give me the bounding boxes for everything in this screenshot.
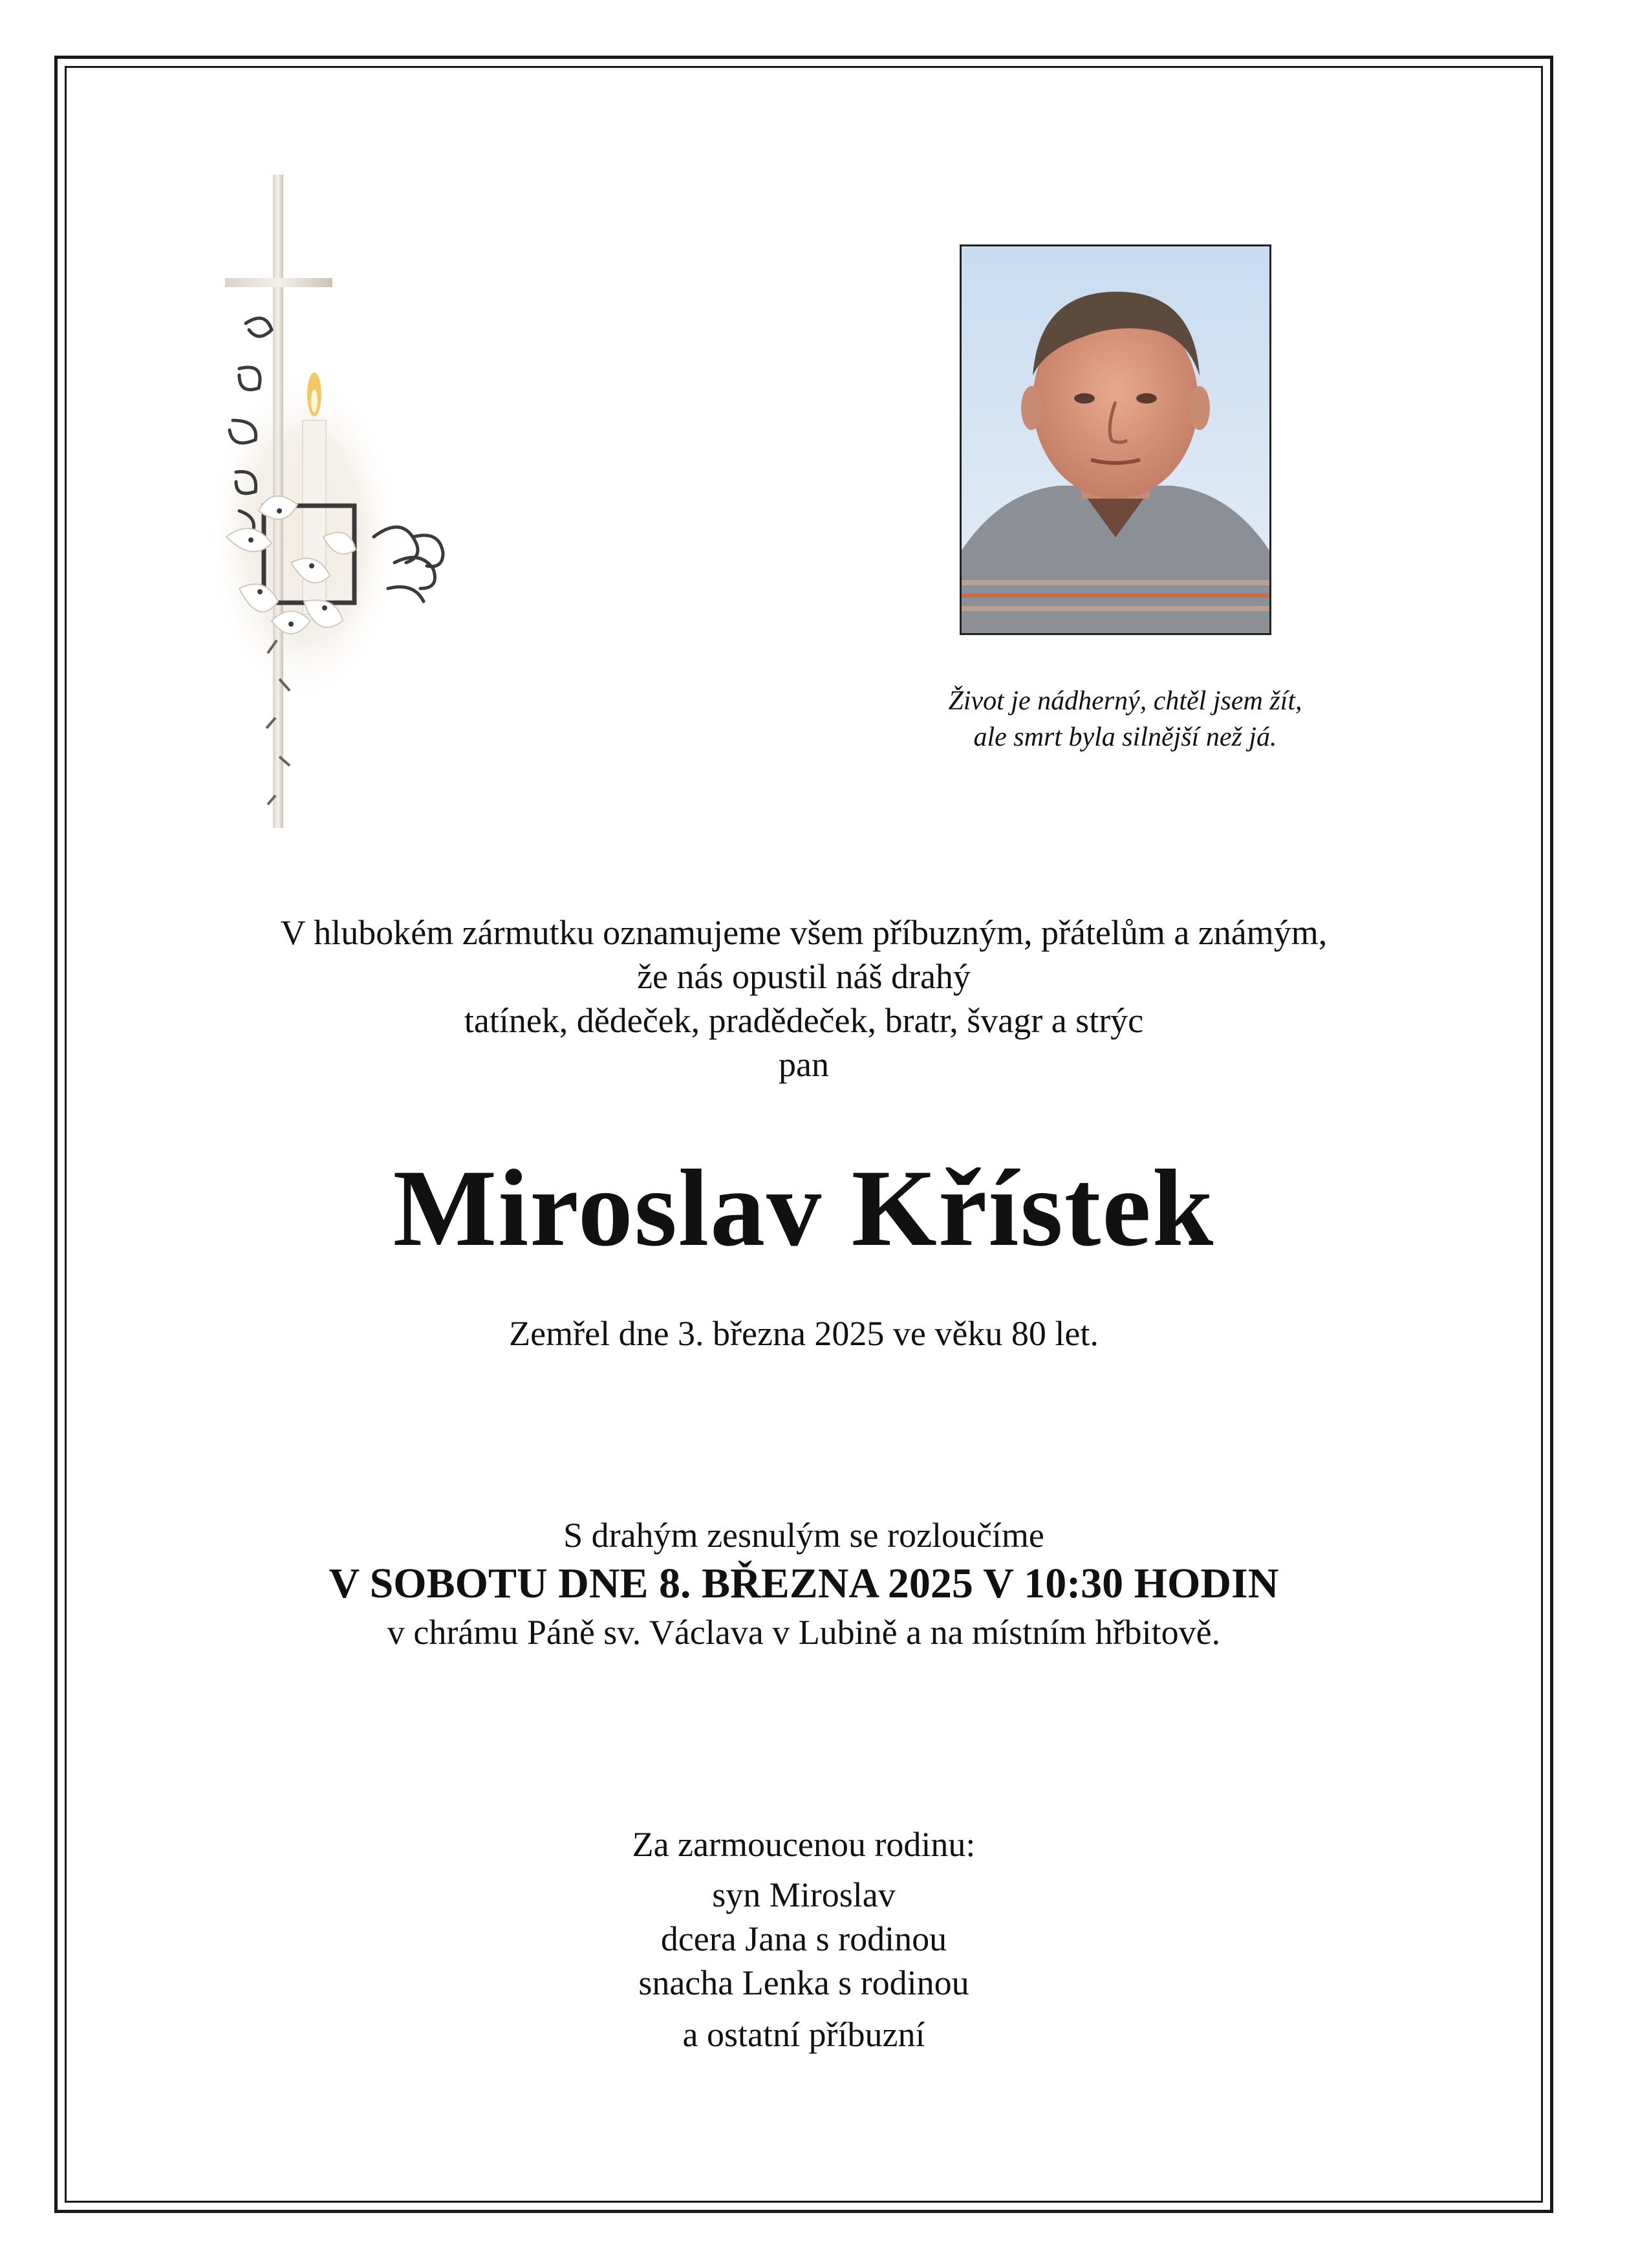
announcement-line-3: tatínek, dědeček, pradědeček, bratr, švagr a strýc bbox=[464, 1001, 1144, 1040]
farewell-place: v chrámu Páně sv. Václava v Lubině a na místním hřbitově. bbox=[387, 1613, 1221, 1652]
announcement-text bbox=[65, 911, 1543, 1086]
death-info: Zemřel dne 3. března 2025 ve věku 80 let. bbox=[509, 1314, 1099, 1353]
cross-candle-lily-ornament bbox=[200, 175, 498, 841]
motto-line-1: Život je nádherný, chtěl jsem žít, bbox=[948, 686, 1302, 716]
farewell-intro: S drahým zesnulým se rozloučíme bbox=[563, 1516, 1044, 1555]
family-member: dcera Jana s rodinou bbox=[660, 1919, 947, 1958]
motto-quote bbox=[867, 683, 1384, 755]
motto-line-2: ale smrt byla silnější než já. bbox=[973, 722, 1277, 752]
farewell-section bbox=[65, 1513, 1543, 1654]
portrait-photo bbox=[960, 244, 1271, 635]
announcement-line-2: že nás opustil náš drahý bbox=[637, 957, 971, 996]
family-others: a ostatní příbuzní bbox=[682, 2015, 925, 2054]
announcement-line-4: pan bbox=[779, 1045, 829, 1084]
family-member: snacha Lenka s rodinou bbox=[638, 1963, 969, 2002]
deceased-name: Miroslav Křístek bbox=[393, 1147, 1215, 1269]
family-member: syn Miroslav bbox=[712, 1875, 896, 1914]
family-list bbox=[65, 1873, 1543, 2057]
family-title: Za zarmoucenou rodinu: bbox=[632, 1825, 976, 1864]
announcement-line-1: V hlubokém zármutku oznamujeme všem příbuzným, přátelům a známým, bbox=[280, 913, 1328, 952]
farewell-datetime: V SOBOTU DNE 8. BŘEZNA 2025 V 10:30 HODIN bbox=[329, 1560, 1279, 1607]
